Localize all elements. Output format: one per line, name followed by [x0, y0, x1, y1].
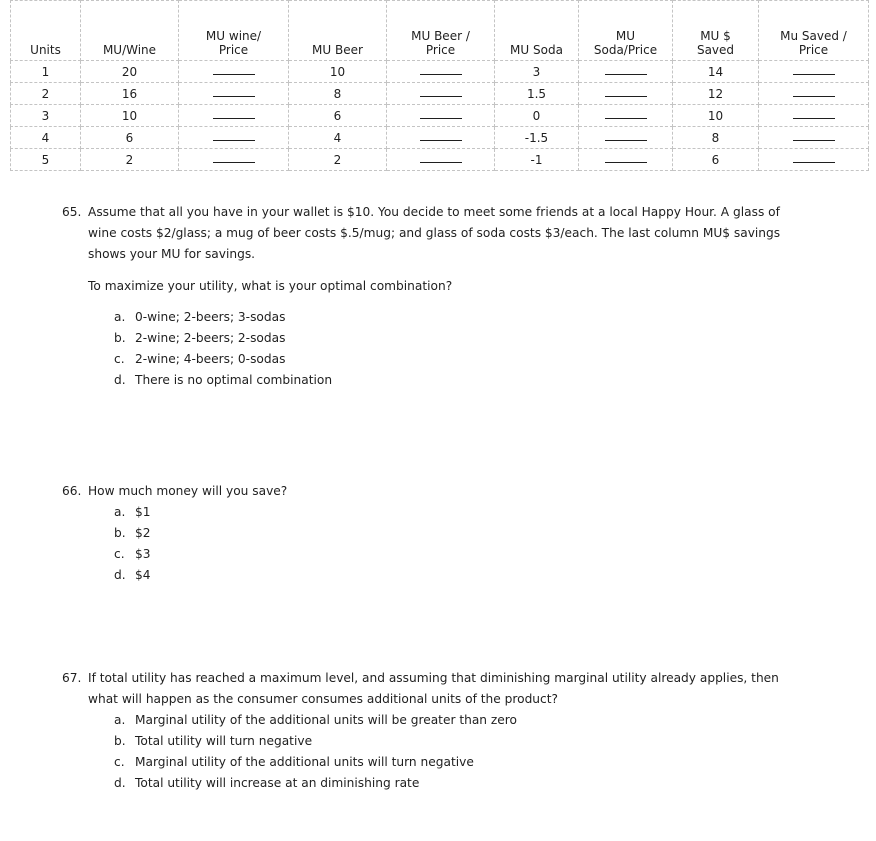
- cell-mu-saved: 14: [673, 61, 759, 83]
- cell-blank[interactable]: [387, 83, 495, 105]
- cell-units: 4: [11, 127, 81, 149]
- cell-blank[interactable]: [759, 127, 869, 149]
- cell-blank[interactable]: [759, 149, 869, 171]
- answer-blank[interactable]: [793, 91, 835, 97]
- header-units: Units: [11, 1, 81, 61]
- question-65: [62, 202, 862, 391]
- cell-blank[interactable]: [387, 105, 495, 127]
- answer-option[interactable]: a. $1: [114, 505, 151, 519]
- answer-blank[interactable]: [605, 69, 647, 75]
- header-mu-soda-price: MU Soda/Price: [579, 1, 673, 61]
- question-text-line: How much money will you save?: [88, 484, 288, 498]
- answer-blank[interactable]: [213, 157, 255, 163]
- question-66: [62, 481, 862, 586]
- question-text-line: Assume that all you have in your wallet is $10. You decide to meet some friends at a local Happy Hour. A glass of: [88, 205, 780, 219]
- cell-mu-wine: 6: [81, 127, 179, 149]
- question-number: 66.: [62, 484, 82, 498]
- cell-units: 1: [11, 61, 81, 83]
- cell-mu-soda: 0: [495, 105, 579, 127]
- answer-option[interactable]: d. There is no optimal combination: [114, 373, 333, 387]
- cell-blank[interactable]: [579, 127, 673, 149]
- question-number: 65.: [62, 205, 82, 219]
- answer-blank[interactable]: [420, 113, 462, 119]
- answer-option[interactable]: c. Marginal utility of the additional units will turn negative: [114, 755, 474, 769]
- cell-mu-soda: 3: [495, 61, 579, 83]
- answer-blank[interactable]: [420, 157, 462, 163]
- marginal-utility-table: [10, 0, 869, 171]
- cell-mu-beer: 6: [289, 105, 387, 127]
- answer-option[interactable]: c. 2-wine; 4-beers; 0-sodas: [114, 352, 286, 366]
- cell-blank[interactable]: [387, 61, 495, 83]
- answer-blank[interactable]: [793, 135, 835, 141]
- table-row: [11, 61, 869, 83]
- cell-mu-wine: 20: [81, 61, 179, 83]
- question-number: 67.: [62, 671, 82, 685]
- cell-mu-soda: -1: [495, 149, 579, 171]
- answer-option[interactable]: b. Total utility will turn negative: [114, 734, 313, 748]
- table-row: [11, 83, 869, 105]
- header-mu-beer: MU Beer: [289, 1, 387, 61]
- question-text-line: If total utility has reached a maximum level, and assuming that diminishing marginal utility already applies, then: [88, 671, 779, 685]
- answer-blank[interactable]: [605, 157, 647, 163]
- cell-mu-wine: 2: [81, 149, 179, 171]
- cell-mu-saved: 10: [673, 105, 759, 127]
- answer-blank[interactable]: [213, 113, 255, 119]
- cell-blank[interactable]: [179, 127, 289, 149]
- question-text-line: shows your MU for savings.: [88, 247, 256, 261]
- cell-mu-soda: 1.5: [495, 83, 579, 105]
- header-mu-beer-price: MU Beer / Price: [387, 1, 495, 61]
- table-row: [11, 149, 869, 171]
- cell-mu-beer: 8: [289, 83, 387, 105]
- cell-blank[interactable]: [579, 61, 673, 83]
- answer-options: [62, 502, 862, 586]
- cell-blank[interactable]: [387, 127, 495, 149]
- cell-mu-soda: -1.5: [495, 127, 579, 149]
- cell-blank[interactable]: [759, 105, 869, 127]
- answer-options: [62, 710, 862, 794]
- table-header-row: [11, 1, 869, 61]
- answer-blank[interactable]: [605, 135, 647, 141]
- cell-mu-saved: 6: [673, 149, 759, 171]
- cell-mu-beer: 10: [289, 61, 387, 83]
- table-row: [11, 105, 869, 127]
- cell-mu-beer: 4: [289, 127, 387, 149]
- answer-blank[interactable]: [420, 91, 462, 97]
- cell-mu-saved: 12: [673, 83, 759, 105]
- header-mu-saved: MU $ Saved: [673, 1, 759, 61]
- cell-mu-beer: 2: [289, 149, 387, 171]
- cell-units: 5: [11, 149, 81, 171]
- answer-blank[interactable]: [213, 135, 255, 141]
- answer-option[interactable]: a. Marginal utility of the additional units will be greater than zero: [114, 713, 517, 727]
- cell-blank[interactable]: [387, 149, 495, 171]
- cell-blank[interactable]: [579, 149, 673, 171]
- table-row: [11, 127, 869, 149]
- cell-mu-saved: 8: [673, 127, 759, 149]
- answer-options: [62, 307, 862, 391]
- cell-mu-wine: 10: [81, 105, 179, 127]
- cell-mu-wine: 16: [81, 83, 179, 105]
- header-mu-wine: MU/Wine: [81, 1, 179, 61]
- answer-option[interactable]: d. $4: [114, 568, 151, 582]
- answer-blank[interactable]: [420, 69, 462, 75]
- answer-blank[interactable]: [213, 69, 255, 75]
- answer-blank[interactable]: [793, 113, 835, 119]
- cell-blank[interactable]: [579, 83, 673, 105]
- header-mu-saved-price: Mu Saved / Price: [759, 1, 869, 61]
- answer-blank[interactable]: [213, 91, 255, 97]
- answer-blank[interactable]: [793, 69, 835, 75]
- cell-blank[interactable]: [179, 83, 289, 105]
- cell-blank[interactable]: [179, 105, 289, 127]
- question-67: [62, 668, 862, 794]
- question-prompt: To maximize your utility, what is your optimal combination?: [88, 279, 453, 293]
- cell-blank[interactable]: [179, 149, 289, 171]
- answer-option[interactable]: a. 0-wine; 2-beers; 3-sodas: [114, 310, 286, 324]
- cell-units: 2: [11, 83, 81, 105]
- answer-option[interactable]: b. 2-wine; 2-beers; 2-sodas: [114, 331, 286, 345]
- answer-option[interactable]: d. Total utility will increase at an diminishing rate: [114, 776, 420, 790]
- cell-blank[interactable]: [759, 61, 869, 83]
- cell-blank[interactable]: [179, 61, 289, 83]
- cell-blank[interactable]: [759, 83, 869, 105]
- answer-blank[interactable]: [605, 113, 647, 119]
- answer-option[interactable]: c. $3: [114, 547, 151, 561]
- answer-blank[interactable]: [420, 135, 462, 141]
- header-mu-soda: MU Soda: [495, 1, 579, 61]
- cell-blank[interactable]: [579, 105, 673, 127]
- question-text-line: wine costs $2/glass; a mug of beer costs $.5/mug; and glass of soda costs $3/each. The last column MU$ savings: [88, 226, 781, 240]
- answer-blank[interactable]: [605, 91, 647, 97]
- answer-blank[interactable]: [793, 157, 835, 163]
- header-mu-wine-price: MU wine/ Price: [179, 1, 289, 61]
- answer-option[interactable]: b. $2: [114, 526, 151, 540]
- question-text-line: what will happen as the consumer consumes additional units of the product?: [88, 692, 558, 706]
- cell-units: 3: [11, 105, 81, 127]
